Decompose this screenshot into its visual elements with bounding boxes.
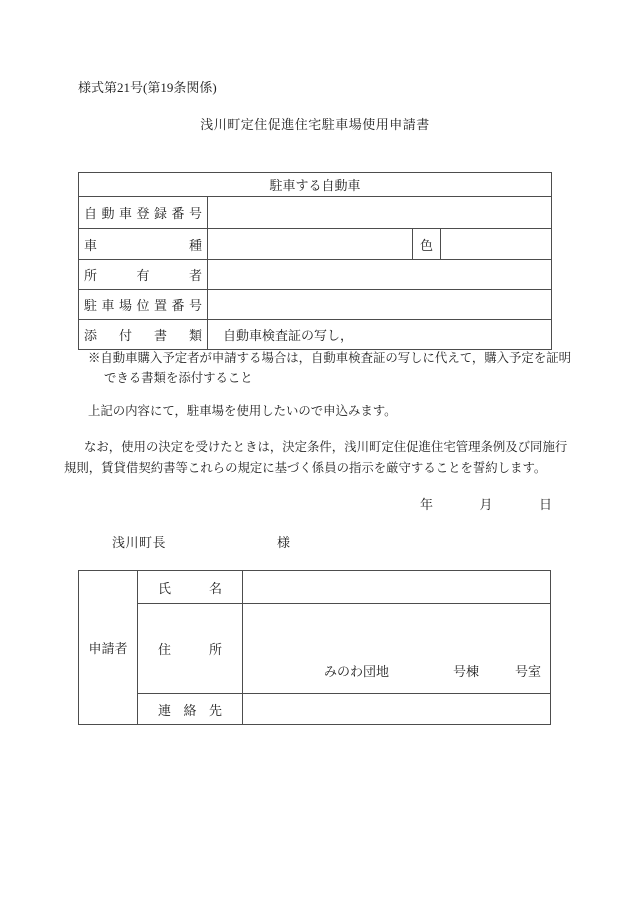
- pledge-line-1: なお，使用の決定を受けたときは，決定条件，浅川町定住促進住宅管理条例及び同施行: [84, 440, 568, 454]
- vehicle-type-label: 車種: [79, 229, 208, 260]
- document-title: 浅川町定住促進住宅駐車場使用申請書: [200, 117, 430, 132]
- building-number-label: 号棟: [453, 664, 480, 679]
- applicant-address-row: [79, 604, 551, 694]
- attachment-note-line-2: できる書類を添付すること: [104, 371, 253, 385]
- vehicle-table-title: 駐車する自動車: [79, 173, 552, 197]
- housing-complex-label: みのわ団地: [324, 664, 390, 679]
- day-label: 日: [538, 497, 552, 512]
- name-label: 氏名: [138, 571, 243, 604]
- application-statement: 上記の内容にて，駐車場を使用したいので申込みます。: [88, 404, 397, 418]
- contact-label: 連絡先: [138, 694, 243, 725]
- contact-field: [243, 694, 551, 725]
- attachments-row: [79, 320, 552, 350]
- vehicle-table-header-row: [79, 173, 552, 197]
- registration-number-field: [208, 197, 552, 229]
- addressee-mayor-label: 浅川町長: [112, 535, 167, 550]
- address-field: [243, 604, 551, 694]
- owner-field: [208, 260, 552, 290]
- vehicle-type-field: [208, 229, 413, 260]
- applicant-contact-row: [79, 694, 551, 725]
- parking-space-number-row: [79, 290, 552, 320]
- attachments-value: 自動車検査証の写し，: [208, 320, 552, 350]
- attachments-label: 添付書類: [79, 320, 208, 350]
- name-field: [243, 571, 551, 604]
- owner-row: [79, 260, 552, 290]
- vehicle-type-row: [79, 229, 552, 260]
- addressee-honorific-label: 様: [277, 535, 291, 550]
- applicant-group-label: 申請者: [79, 571, 138, 725]
- color-field: [441, 229, 552, 260]
- applicant-name-row: [79, 571, 551, 604]
- year-label: 年: [420, 497, 434, 512]
- month-label: 月: [479, 497, 493, 512]
- registration-number-row: [79, 197, 552, 229]
- registration-number-label: 自動車登録番号: [79, 197, 208, 229]
- owner-label: 所有者: [79, 260, 208, 290]
- address-label: 住所: [138, 604, 243, 694]
- parking-space-number-label: 駐車場位置番号: [79, 290, 208, 320]
- room-number-label: 号室: [514, 664, 541, 679]
- parking-space-number-field: [208, 290, 552, 320]
- color-label: 色: [413, 229, 441, 260]
- form-number: 様式第21号(第19条関係): [78, 80, 217, 95]
- pledge-line-2: 規則，賃貸借契約書等これらの規定に基づく係員の指示を厳守することを誓約します。: [64, 461, 547, 475]
- attachment-note-line-1: ※自動車購入予定者が申請する場合は，自動車検査証の写しに代えて，購入予定を証明: [88, 351, 571, 365]
- applicant-table: [78, 570, 551, 725]
- vehicle-table: [78, 172, 552, 350]
- date-line: [420, 495, 552, 515]
